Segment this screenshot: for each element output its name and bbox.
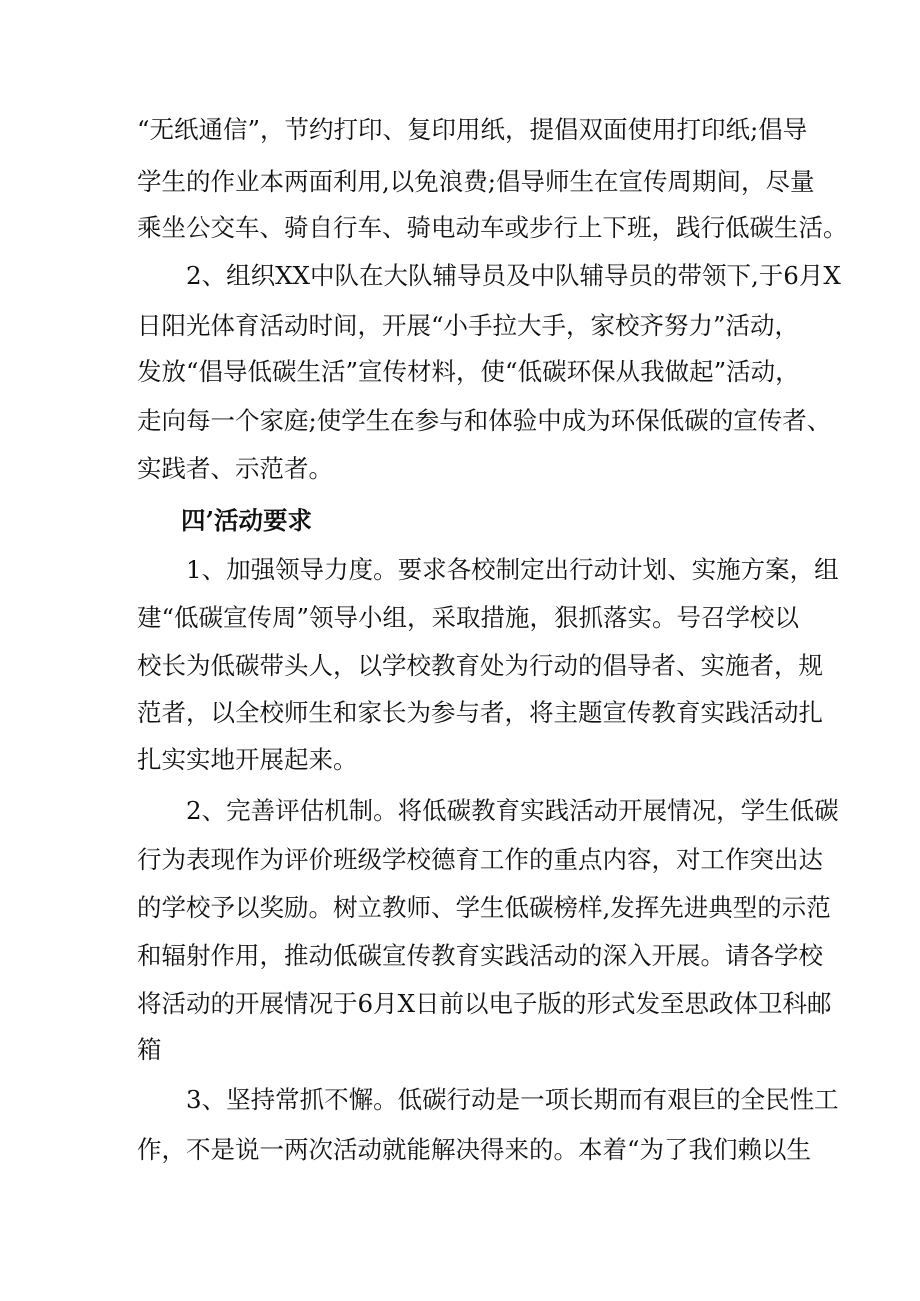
paragraph-req-3-start: 3、坚持常抓不懈。低碳行动是一项长期而有艰巨的全民性工 xyxy=(186,1085,839,1114)
text-line: 走向每一个家庭;使学生在参与和体验中成为环保低碳的宣传者、 xyxy=(137,406,832,435)
text-line: 范者，以全校师生和家长为参与者，将主题宣传教育实践活动扎 xyxy=(137,698,823,727)
text-line: 乘坐公交车、骑自行车、骑电动车或步行上下班，践行低碳生活。 xyxy=(137,213,848,242)
text-line: 日阳光体育活动时间，开展“小手拉大手，家校齐努力”活动， xyxy=(137,311,800,340)
text-line: 箱 xyxy=(137,1035,162,1064)
paragraph-req-1-start: 1、加强领导力度。要求各校制定出行动计划、实施方案，组 xyxy=(186,555,839,584)
text-line: 和辐射作用，推动低碳宣传教育实践活动的深入开展。请各学校 xyxy=(137,941,823,970)
text-line: 行为表现作为评价班级学校德育工作的重点内容，对工作突出达 xyxy=(137,845,823,874)
text-line: 发放“倡导低碳生活”宣传材料，使“低碳环保从我做起”活动， xyxy=(137,357,800,386)
text-line: 作，不是说一两次活动就能解决得来的。本着“为了我们赖以生 xyxy=(137,1135,812,1164)
text-line: 学生的作业本两面利用,以免浪费;倡导师生在宣传周期间，尽量 xyxy=(137,167,815,196)
text-line: 的学校予以奖励。树立教师、学生低碳榜样,发挥先进典型的示范 xyxy=(137,893,831,922)
text-line: “无纸通信”，节约打印、复印用纸，提倡双面使用打印纸;倡导 xyxy=(137,115,808,144)
text-line: 将活动的开展情况于6月X日前以电子版的形式发至思政体卫科邮 xyxy=(137,989,832,1018)
text-line: 校长为低碳带头人，以学校教育处为行动的倡导者、实施者，规 xyxy=(137,651,823,680)
paragraph-2-start: 2、组织XX中队在大队辅导员及中队辅导员的带领下,于6月X xyxy=(186,261,841,290)
text-line: 实践者、示范者。 xyxy=(137,454,333,483)
section-heading: 四’活动要求 xyxy=(181,506,313,535)
paragraph-req-2-start: 2、完善评估机制。将低碳教育实践活动开展情况，学生低碳 xyxy=(186,796,839,825)
text-line: 扎实实地开展起来。 xyxy=(137,745,358,774)
text-line: 建“低碳宣传周”领导小组，采取措施，狠抓落实。号召学校以 xyxy=(137,603,800,632)
